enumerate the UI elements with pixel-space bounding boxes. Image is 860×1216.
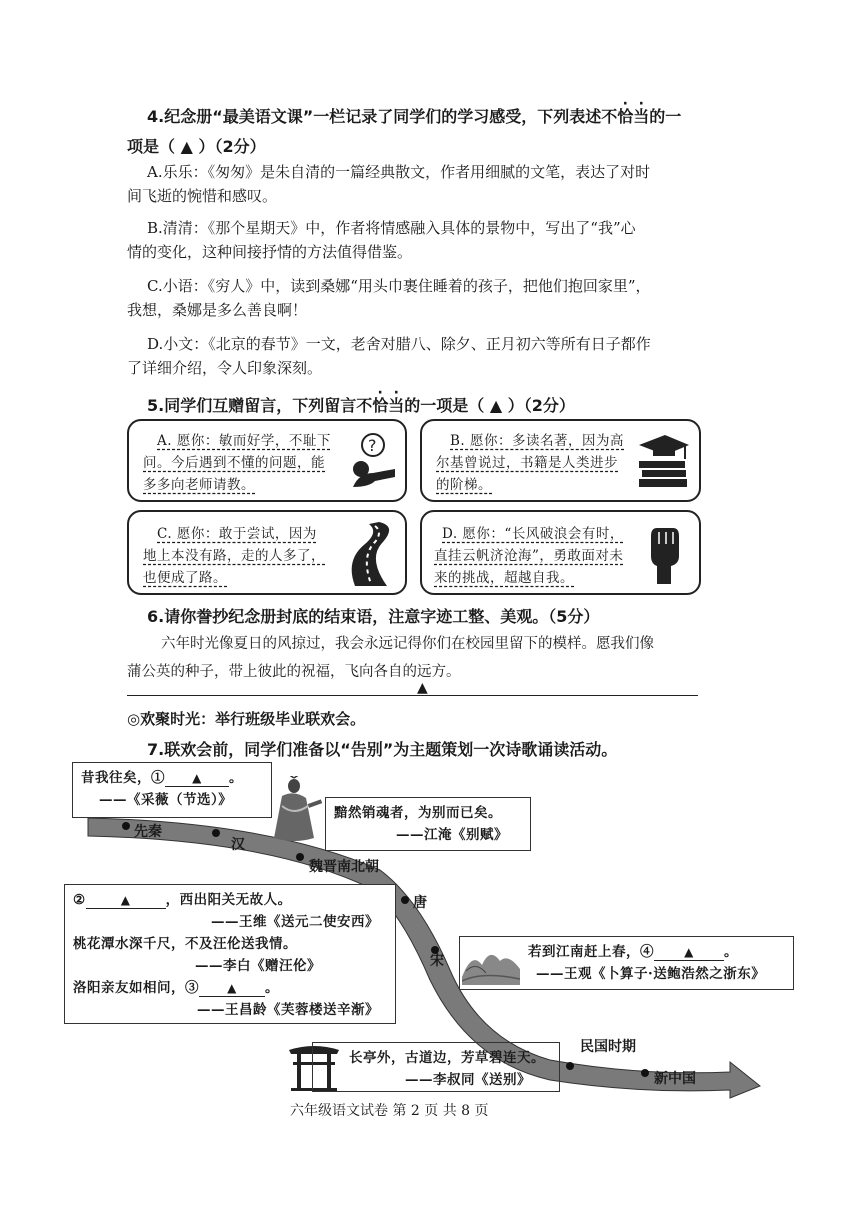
era-tang: 唐 bbox=[413, 895, 427, 911]
q6-stem: 6.请你誊抄纪念册封底的结束语，注意字迹工整、美观。（5分） bbox=[147, 607, 600, 626]
question-speaker-icon bbox=[349, 431, 399, 487]
poem-box-3: ② ▲ ，西出阳关无故人。 ——王维《送元二使安西》 桃花潭水深千尺，不及汪伦送我情。 ——李白《赠汪伦》 洛阳亲友如相问，③ ▲ 。 ——王昌龄《芙蓉楼送辛渐》 bbox=[64, 884, 396, 1024]
era-han: 汉 bbox=[231, 837, 245, 853]
poem-box-5: 长亭外，古道边，芳草碧连天。 ——李叔同《送别》 bbox=[312, 1042, 560, 1092]
q5-card-c: C. 愿你：敢于尝试，因为 地上本没有路，走的人多了， 也便成了路。 bbox=[127, 510, 407, 595]
q5-card-b: B. 愿你：多读名著，因为高 尔基曾说过，书籍是人类进步 的阶梯。 bbox=[420, 419, 701, 502]
blank-1[interactable]: ▲ bbox=[165, 770, 229, 787]
q6-answer-line[interactable] bbox=[127, 695, 698, 696]
q4-option-c: C.小语：《穷人》中，读到桑娜“用头巾裹住睡着的孩子，把他们抱回家里”， 我想，桑娜是多么善良啊！ bbox=[127, 277, 651, 319]
q4-stem-line2: 项是（ ▲ ）（2分） bbox=[127, 137, 266, 156]
landscape-painting-icon bbox=[462, 941, 520, 985]
q5-card-a: A. 愿你：敏而好学，不耻下 问。今后遇到不懂的问题，能 多多向老师请教。 ? bbox=[127, 419, 407, 502]
poem-box-2: 黯然销魂者，为别而已矣。 ——江淹《别赋》 bbox=[325, 797, 531, 851]
q5-card-d: D. 愿你：“长风破浪会有时， 直挂云帆济沧海”，勇敢面对未 来的挑战，超越自我。 bbox=[420, 510, 701, 595]
q4-option-b: B.清清：《那个星期天》中，作者将情感融入具体的景物中，写出了“我”心 情的变化，这种间接抒情的方法值得借鉴。 bbox=[127, 219, 636, 261]
page-footer: 六年级语文试卷 第 2 页 共 8 页 bbox=[290, 1103, 489, 1119]
road-icon bbox=[339, 520, 399, 588]
blank-2[interactable]: ▲ bbox=[86, 892, 166, 909]
poem-box-1: 昔我往矣，① ▲ 。 ——《采薇（节选）》 bbox=[72, 762, 272, 818]
q5-stem: 5.同学们互赠留言，下列留言不恰当的一项是（ ▲ ）（2分） bbox=[147, 396, 575, 415]
ancient-scholar-icon bbox=[268, 776, 326, 844]
q4-option-d: D.小文：《北京的春节》一文，老舍对腊八、除夕、正月初六等所有日子都作 了详细介绍，令人印象深刻。 bbox=[127, 335, 651, 377]
blank-4[interactable]: ▲ bbox=[654, 944, 724, 961]
section-heading: ◎欢聚时光：举行班级毕业联欢会。 bbox=[127, 710, 366, 728]
era-weijin: 魏晋南北朝 bbox=[309, 859, 379, 875]
raised-fist-icon bbox=[647, 526, 681, 586]
graduation-books-icon bbox=[635, 433, 691, 493]
era-minguo: 民国时期 bbox=[580, 1039, 636, 1055]
blank-3[interactable]: ▲ bbox=[199, 980, 265, 997]
q7-stem: 7.联欢会前，同学们准备以“告别”为主题策划一次诗歌诵读活动。 bbox=[147, 740, 618, 759]
q6-answer-marker: ▲ bbox=[417, 680, 428, 696]
q4-option-a: A.乐乐：《匆匆》是朱自清的一篇经典散文，作者用细腻的文笔，表达了对时 间飞逝的惋惜和感叹。 bbox=[127, 163, 651, 205]
q6-passage: 六年时光像夏日的风掠过，我会永远记得你们在校园里留下的模样。愿我们像 蒲公英的种子，带上彼此的祝福，飞向各自的远方。 bbox=[127, 636, 654, 680]
poem-box-4: 若到江南赶上春，④ ▲ 。 ——王观《卜算子·送鲍浩然之浙东》 bbox=[459, 936, 794, 990]
svg-text:?: ? bbox=[368, 436, 377, 455]
q4-stem: 4.纪念册“最美语文课”一栏记录了同学们的学习感受，下列表述不恰当的一 bbox=[147, 107, 682, 126]
era-xinzhongguo: 新中国 bbox=[654, 1071, 696, 1087]
era-song: 宋 bbox=[430, 953, 444, 969]
era-xianqin: 先秦 bbox=[134, 824, 162, 840]
